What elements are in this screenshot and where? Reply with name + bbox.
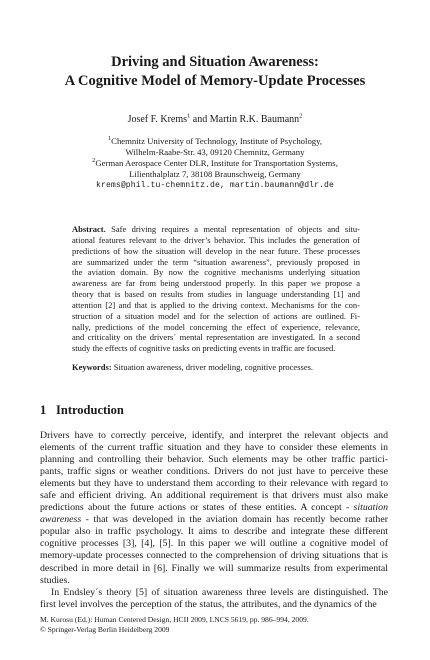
abstract <box>72 224 360 354</box>
abstract-line: theory that is based on results from studies in language understanding [1] and <box>72 289 360 300</box>
abstract-line: are summarized under the term “situation awareness”, previously proposed in <box>72 256 360 267</box>
body-line: planning and controlling their behavior. Such elements may be other traffic partici- <box>40 454 388 466</box>
body-line: first level involves the perception of the status, the attributes, and the dynamics of the <box>40 598 377 610</box>
keywords <box>72 362 360 373</box>
body-line: popular also in traffic psychology. It aims to describe and integrate these different <box>40 526 388 538</box>
body-line: Drivers have to correctly perceive, identify, and interpret the relevant objects and <box>40 430 388 441</box>
body-line: memory-update processes connected to the comprehension of driving situations that is <box>40 550 388 562</box>
abstract-line: struction of a situation model and for the selection of actions are outlined. Fi- <box>72 310 360 321</box>
affiliation-1-mark: 1 <box>107 135 112 143</box>
author-1-name: Josef F. Krems <box>127 114 188 125</box>
body-line: cognitive processes [3], [4], [5]. In this paper we will outline a cognitive model of <box>40 538 388 550</box>
keywords-text: Situation awareness, driver modeling, cognitive processes. <box>111 362 314 372</box>
abstract-label: Abstract. <box>72 224 106 234</box>
body-line: safe and efficient driving. An additional requirement is that drivers must also make <box>40 490 388 502</box>
abstract-line: awareness are far from being understood properly. In this paper we propose a <box>72 278 360 289</box>
author-emails: krems@phil.tu-chemnitz.de, martin.baumann@dlr.de <box>96 181 334 190</box>
body-text <box>40 430 388 611</box>
body-text-span: - that was developed in the aviation domain has recently become rather <box>81 514 388 526</box>
abstract-line: study the effects of cognitive tasks on predicting events in traffic are focused. <box>72 343 336 354</box>
author-1-affil-mark: 1 <box>187 112 191 120</box>
author-2-name: and Martin R.K. Baumann <box>190 114 300 125</box>
body-line: described in more detail in [6]. Finally we will summarize results from experimental <box>40 562 388 574</box>
affiliation-2-line-1 <box>0 158 430 169</box>
body-line <box>40 514 388 526</box>
body-line: elements but they have to understand them according to their relevance with regard to <box>40 478 388 490</box>
abstract-line <box>72 224 360 235</box>
italic-term: situation <box>349 502 388 514</box>
body-line: studies. <box>40 574 70 586</box>
body-text-span: predictions about the future actions or states of these entities. A concept - <box>40 502 350 514</box>
section-number: 1 <box>40 403 47 417</box>
section-heading <box>40 403 124 418</box>
affiliation-1-line-1 <box>0 136 430 147</box>
paper-title-line-1: Driving and Situation Awareness: <box>111 54 319 70</box>
abstract-line: predictions of how the situation will develop in the near future. These processes <box>72 245 360 256</box>
keywords-label: Keywords: <box>72 362 112 372</box>
abstract-line: ational features relevant to the driver’s behavior. This includes the generation of <box>72 234 360 245</box>
footer-line-2: © Springer-Verlag Berlin Heidelberg 2009 <box>40 625 170 634</box>
author-list <box>0 113 430 126</box>
abstract-line: the aviation domain. By now the cognitive mechanisms underlying situation <box>72 267 360 278</box>
affiliation-2-mark: 2 <box>92 157 96 165</box>
affiliation-2-text: German Aerospace Center DLR, Institute for Transportation Systems, <box>95 158 338 168</box>
footer-line-1: M. Kurosu (Ed.): Human Centered Design, HCII 2009, LNCS 5619, pp. 986–994, 2009. <box>40 615 309 624</box>
affiliation-2-line-2: Lilienthalplatz 7, 38108 Braunschweig, Germany <box>129 169 301 179</box>
paper-title-line-2: A Cognitive Model of Memory-Update Processes <box>64 73 366 89</box>
section-title: Introduction <box>56 403 124 417</box>
author-2-affil-mark: 2 <box>299 112 303 120</box>
italic-term: awareness <box>40 514 82 526</box>
abstract-line: and criticality on the drivers´ mental representation are investigated. In a second <box>72 332 360 343</box>
body-line: In Endsley´s theory [5] of situation awareness three levels are distinguished. The <box>51 586 388 598</box>
abstract-text: Safe driving requires a mental representation of objects and situ- <box>105 224 360 234</box>
abstract-line: nally, predictions of the model concerning the effect of experience, relevance, <box>72 321 360 332</box>
abstract-line: attention [2] and that is applied to the driving context. Mechanisms for the con- <box>72 299 360 310</box>
body-line: elements of the current traffic situation and they have to consider these elements in <box>40 442 388 454</box>
footer-citation <box>40 615 400 635</box>
body-line <box>40 502 388 514</box>
affiliation-1-text: Chemnitz University of Technology, Institute of Psychology, <box>111 136 323 146</box>
body-line: pants, traffic signs or weather conditions. Drivers do not just have to perceive these <box>40 466 388 478</box>
affiliation-1-line-2: Wilhelm-Raabe-Str. 43, 09120 Chemnitz, Germany <box>125 147 305 157</box>
